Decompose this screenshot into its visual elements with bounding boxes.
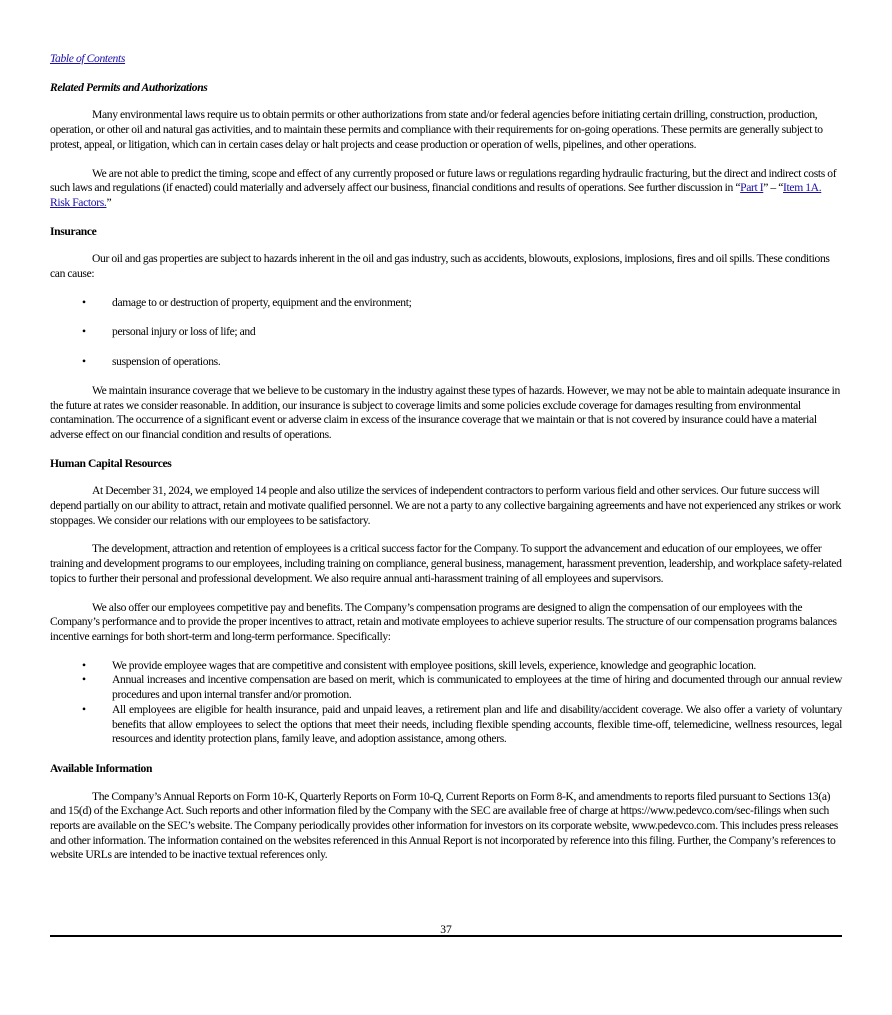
insurance-bullet-list xyxy=(50,296,842,370)
part-i-link[interactable]: Part I xyxy=(740,181,764,195)
list-item xyxy=(50,355,842,370)
list-item xyxy=(50,703,842,747)
human-capital-paragraph-2: The development, attraction and retention of employees is a critical success factor for the Company. To support the advancement and education of our employees, we offer training and development programs to our employees, including training on compliance, general business, management, harassment prevention, leadership, and workplace safety-related topics to further their personal and professional development. We also require annual anti-harassment training of all employees and supervisors. xyxy=(50,542,842,585)
bullet-icon: • xyxy=(82,325,86,339)
permits-paragraph-1: Many environmental laws require us to obtain permits or other authorizations from state and/or federal agencies before initiating certain drilling, construction, production, operation, or other oil and natural gas activities, and to maintain these permits and compliance with their requirements for on-going operations. These permits are generally subject to protest, appeal, or litigation, which can in certain cases delay or halt projects and cease production or operation of wells, pipelines, and other operations. xyxy=(50,108,823,151)
list-item-text: suspension of operations. xyxy=(112,355,221,369)
bullet-icon: • xyxy=(82,673,86,687)
bullet-icon: • xyxy=(82,355,86,369)
list-item xyxy=(50,296,842,311)
permits-paragraph-2-end: ” xyxy=(106,195,112,209)
insurance-heading: Insurance xyxy=(50,224,97,238)
bullet-icon: • xyxy=(82,658,86,672)
available-information-heading: Available Information xyxy=(50,761,153,775)
footer-divider xyxy=(50,935,842,937)
human-capital-heading: Human Capital Resources xyxy=(50,456,172,470)
bullet-icon: • xyxy=(82,702,86,716)
risk-factors-link[interactable]: Item 1A. Risk Factors. xyxy=(50,181,822,209)
list-item xyxy=(50,673,842,702)
available-information-paragraph: The Company’s Annual Reports on Form 10-K, Quarterly Reports on Form 10-Q, Current Reports on Form 8-K, and amendments to reports filed pursuant to Sections 13(a) and 15(d) of the Exchange Act. Such reports and other information filed by the Company with the SEC are available free of charge at https://www.pedevco.com/sec-filings when such reports are available on the SEC’s website. The Company periodically provides other information for investors on its corporate website, www.pedevco.com. This includes press releases and other information. The information contained on the websites referenced in this Annual Report is not incorporated by reference into this filing. Further, the Company’s references to website URLs are intended to be inactive textual references only. xyxy=(50,789,838,862)
permits-paragraph-2-separator: ” – “ xyxy=(763,181,784,195)
human-capital-paragraph-1: At December 31, 2024, we employed 14 people and also utilize the services of independent contractors to perform various field and other services. Our future success will depend partially on our ability to attract, retain and motivate qualified personnel. We are not a party to any collective bargaining agreements and have not experienced any strikes or work stoppages. We consider our relations with our employees to be satisfactory. xyxy=(50,484,841,527)
list-item-text: We provide employee wages that are competitive and consistent with employee positions, skill levels, experience, knowledge and geographic location. xyxy=(112,658,756,672)
document-page xyxy=(50,52,842,877)
human-capital-paragraph-3: We also offer our employees competitive pay and benefits. The Company’s compensation programs are designed to align the compensation of our employees with the Company’s performance and to provide the proper incentives to attract, retain and motivate employees to achieve superior results. The structure of our compensation programs balances incentive earnings for both short-term and long-term performance. Specifically: xyxy=(50,600,837,643)
permits-paragraph-2 xyxy=(50,167,842,211)
insurance-paragraph-2: We maintain insurance coverage that we believe to be customary in the industry against these types of hazards. However, we may not be able to maintain adequate insurance in the future at rates we consider reasonable. In addition, our insurance is subject to coverage limits and some policies exclude coverage for damages resulting from environmental contamination. The occurrence of a significant event or adverse claim in excess of the insurance coverage that we maintain or that is not covered by insurance could have a material adverse effect on our financial condition and results of operations. xyxy=(50,383,840,441)
list-item-text: damage to or destruction of property, equipment and the environment; xyxy=(112,295,412,309)
table-of-contents-link[interactable]: Table of Contents xyxy=(50,52,126,65)
list-item xyxy=(50,325,842,340)
list-item-text: personal injury or loss of life; and xyxy=(112,325,256,339)
permits-paragraph-2-text: We are not able to predict the timing, scope and effect of any currently proposed or future laws or regulations regarding hydraulic fracturing, but the direct and indirect costs of such laws and regulations (if enacted) could materially and adversely affect our business, financial conditions and results of operations. See further discussion in “ xyxy=(50,166,837,195)
list-item-text: Annual increases and incentive compensation are based on merit, which is communicated to employees at the time of hiring and documented through our annual review procedures and upon internal transfer and/or promotion. xyxy=(112,673,842,702)
insurance-paragraph-1: Our oil and gas properties are subject to hazards inherent in the oil and gas industry, such as accidents, blowouts, explosions, implosions, fires and oil spills. These conditions can cause: xyxy=(50,252,830,281)
list-item xyxy=(50,659,842,674)
bullet-icon: • xyxy=(82,295,86,309)
list-item-text: All employees are eligible for health insurance, paid and unpaid leaves, a retirement plan and life and disability/accident coverage. We also offer a variety of voluntary benefits that allow employees to select the options that meet their needs, including flexible spending accounts, flexible time-off, telemedicine, wellness resources, legal resources and identity protection plans, family leave, and adoption assistance, among others. xyxy=(112,702,842,746)
page-number: 37 xyxy=(440,923,452,936)
compensation-bullet-list xyxy=(50,659,842,747)
related-permits-heading: Related Permits and Authorizations xyxy=(50,80,208,94)
